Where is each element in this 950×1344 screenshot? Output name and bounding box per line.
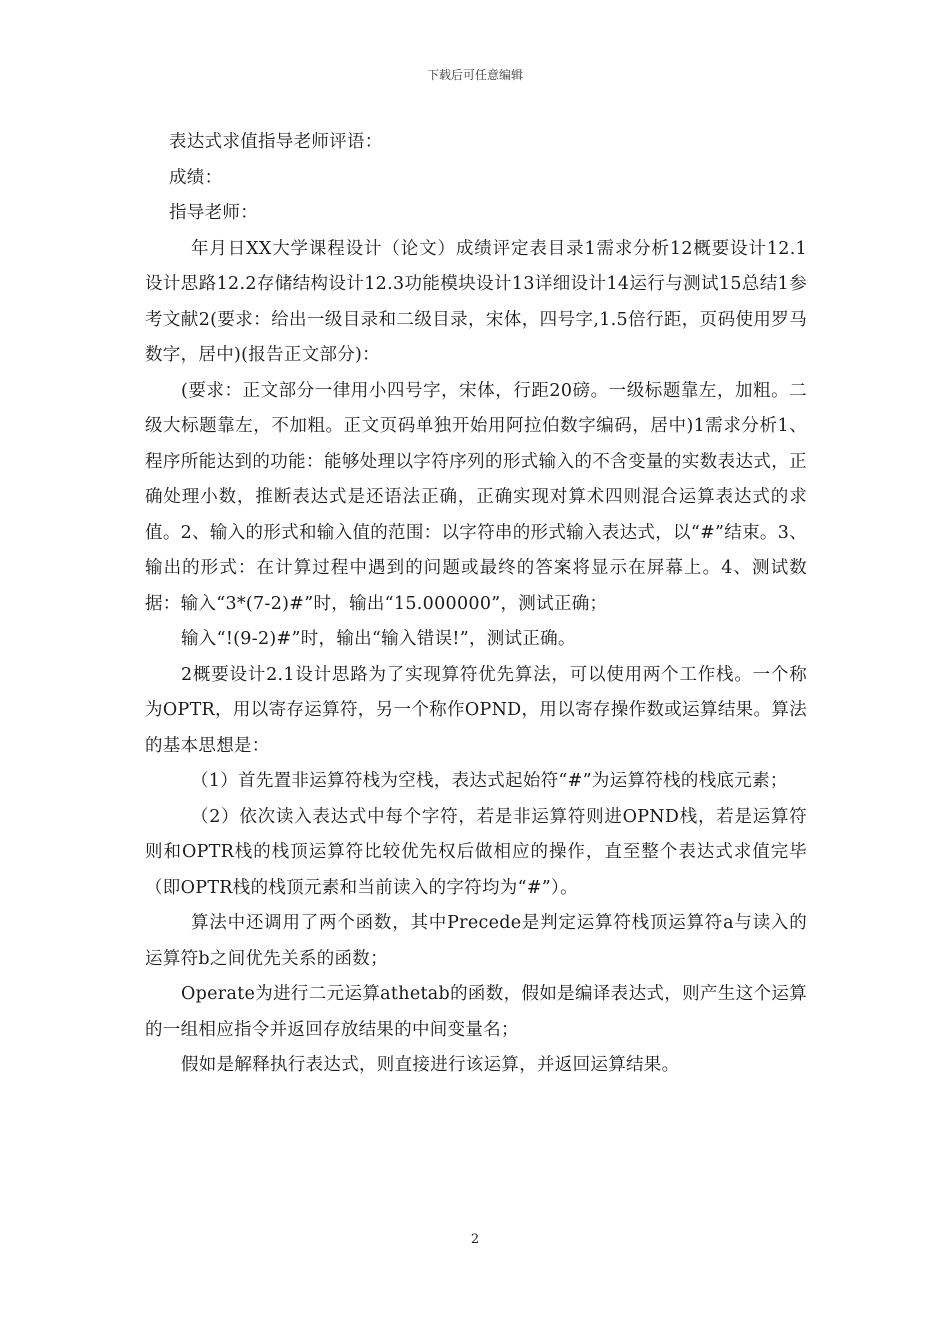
paragraph-interpret: 假如是解释执行表达式，则直接进行该运算，并返回运算结果。 xyxy=(181,1055,680,1075)
paragraph-design-idea: 2概要设计2.1设计思路为了实现算符优先算法，可以使用两个工作栈。一个称为OPTR，用以寄存运算符，另一个称作OPND，用以寄存操作数或运算结果。算法的基本思想是： xyxy=(145,664,807,756)
page-header: 下载后可任意编辑 xyxy=(426,68,523,82)
paragraph-step-2: （2）依次读入表达式中每个字符，若是非运算符则进OPND栈，若是运算符则和OPTR栈的栈顶运算符比较优先权后做相应的操作，直至整个表达式求值完毕（即OPTR栈的栈顶元素和当前读入的字符均为“#”）。 xyxy=(145,806,807,898)
paragraph-evaluation-title: 表达式求值指导老师评语： xyxy=(169,132,383,152)
paragraph-requirements: (要求：正文部分一律用小四号字，宋体，行距20磅。一级标题靠左，加粗。二级大标题靠左，不加粗。正文页码单独开始用阿拉伯数字编码，居中)1需求分析1、程序所能达到的功能：能够处理以字符序列的形式输入的不含变量的实数表达式，正确处理小数，推断表达式是还语法正确，正确实现对算术四则混合运算表达式的求值。2、输入的形式和输入值的范围：以字符串的形式输入表达式，以“#”结束。3、输出的形式：在计算过程中遇到的问题或最终的答案将显示在屏幕上。4、测试数据：输入“3*(7-2)#”时，输出“15.000000”，测试正确； xyxy=(145,380,807,614)
paragraph-step-1: （1）首先置非运算符栈为空栈，表达式起始符“#”为运算符栈的栈底元素； xyxy=(191,771,788,791)
paragraph-instructor: 指导老师： xyxy=(169,203,258,223)
paragraph-test-error: 输入“!(9-2)#”时，输出“输入错误!”，测试正确。 xyxy=(181,629,576,649)
paragraph-precede-function: 算法中还调用了两个函数，其中Precede是判定运算符栈顶运算符a与读入的运算符b之间优先关系的函数； xyxy=(145,913,807,969)
page-number: 2 xyxy=(470,1232,480,1247)
paragraph-operate-function: Operate为进行二元运算athetab的函数，假如是编译表达式，则产生这个运算的一组相应指令并返回存放结果的中间变量名； xyxy=(145,984,807,1040)
document-body xyxy=(145,125,807,1084)
paragraph-grade: 成绩： xyxy=(169,167,223,188)
paragraph-table-of-contents: 年月日XX大学课程设计（论文）成绩评定表目录1需求分析12概要设计12.1设计思路12.2存储结构设计12.3功能模块设计13详细设计14运行与测试15总结1参考文献2(要求：给出一级目录和二级目录，宋体，四号字,1.5倍行距，页码使用罗马数字，居中)(报告正文部分)： xyxy=(145,238,807,365)
